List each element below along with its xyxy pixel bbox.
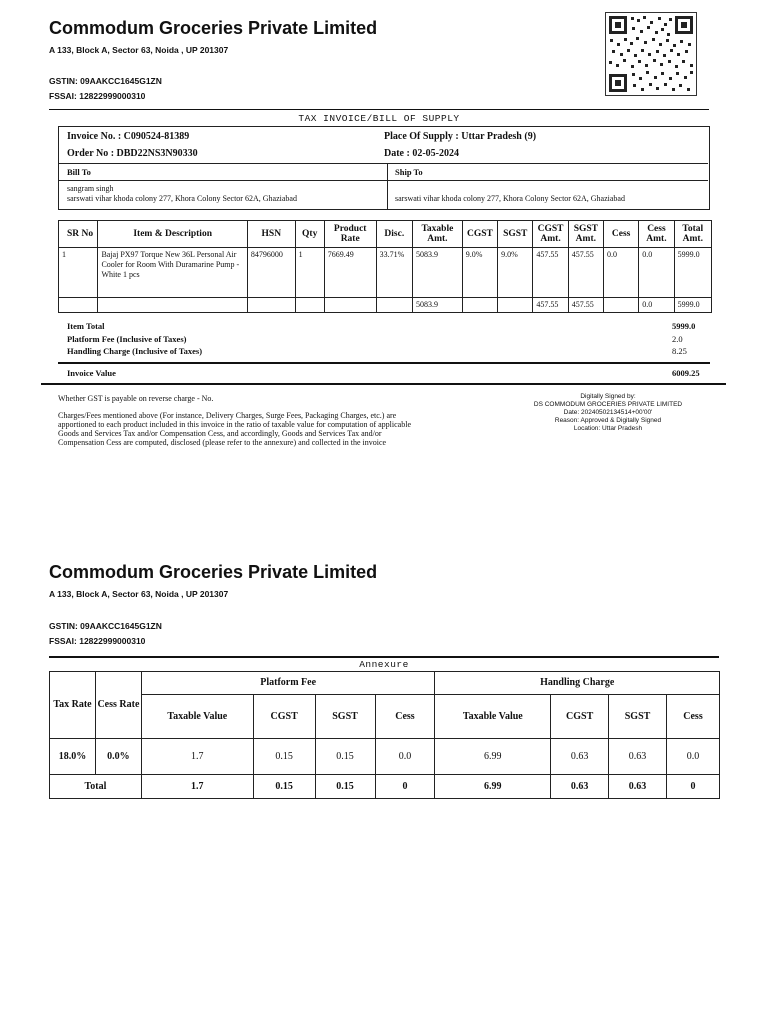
company-name: Commodum Groceries Private Limited xyxy=(49,562,378,582)
total-cgst-amt: 457.55 xyxy=(533,298,568,313)
table-totals-row xyxy=(59,298,712,313)
header-hc-sgst: SGST xyxy=(609,695,667,739)
cell-cgst-amt: 457.55 xyxy=(533,248,568,298)
cell-total: 5999.0 xyxy=(674,248,711,298)
ship-to-address: sarswati vihar khoda colony 277, Khora Colony Sector 62A, Ghaziabad xyxy=(395,194,625,203)
signature-line-1: Digitally Signed by: xyxy=(580,393,636,400)
table-row xyxy=(59,248,712,298)
total-hc-sgst: 0.63 xyxy=(609,775,667,799)
annexure-total-row xyxy=(50,775,720,799)
header-qty: Qty xyxy=(295,221,324,248)
header-pf-cess: Cess xyxy=(375,695,435,739)
handling-charge-label: Handling Charge (Inclusive of Taxes) xyxy=(67,346,203,356)
header-total: Total Amt. xyxy=(674,221,711,248)
divider xyxy=(58,362,710,364)
header-hc-cgst: CGST xyxy=(551,695,609,739)
header-pf-taxable: Taxable Value xyxy=(141,695,253,739)
order-number: Order No : DBD22NS3N90330 xyxy=(67,148,198,159)
header-cess-rate: Cess Rate xyxy=(95,672,141,739)
cell-pf-sgst: 0.15 xyxy=(315,739,375,775)
signature-line-3: Date: 20240502134514+00'00' xyxy=(563,409,653,416)
total-pf-cess: 0 xyxy=(375,775,435,799)
divider xyxy=(49,656,719,658)
header-hc-cess: Cess xyxy=(667,695,720,739)
cell-cess-amt: 0.0 xyxy=(639,248,674,298)
total-pf-cgst: 0.15 xyxy=(253,775,315,799)
reverse-charge-note: Whether GST is payable on reverse charge - No. xyxy=(58,394,214,403)
platform-fee-label: Platform Fee (Inclusive of Taxes) xyxy=(67,334,187,344)
company-address: A 133, Block A, Sector 63, Noida , UP 201307 xyxy=(49,45,229,55)
invoice-date: Date : 02-05-2024 xyxy=(384,148,459,159)
annexure-title: Annexure xyxy=(359,659,409,670)
company-gstin: GSTIN: 09AAKCC1645G1ZN xyxy=(49,76,162,86)
cell-taxable: 5083.9 xyxy=(412,248,462,298)
header-taxable: Taxable Amt. xyxy=(412,221,462,248)
charges-note: Charges/Fees mentioned above (For instance, Delivery Charges, Surge Fees, Packaging Charges, etc.) are apportioned to each product included in this invoice in the ratio of taxable value for computation of applicable Goods and Services Tax and/or Compensation Cess, and accordingly, Goods and Services Tax and/or Compensation Cess are computed, disclosed (please refer to the annexure) and collected in the invoice xyxy=(58,411,411,447)
items-header-row xyxy=(59,221,712,248)
cell-hc-sgst: 0.63 xyxy=(609,739,667,775)
header-cess-amt: Cess Amt. xyxy=(639,221,674,248)
cell-cess: 0.0 xyxy=(603,248,638,298)
signature-line-4: Reason: Approved & Digitally Signed xyxy=(554,417,662,424)
item-total-value: 5999.0 xyxy=(672,321,696,331)
company-gstin: GSTIN: 09AAKCC1645G1ZN xyxy=(49,621,162,631)
header-sr: SR No xyxy=(59,221,98,248)
handling-charge-value: 8.25 xyxy=(672,346,687,356)
qr-code xyxy=(605,12,697,96)
place-of-supply: Place Of Supply : Uttar Pradesh (9) xyxy=(384,131,537,142)
header-rate: Product Rate xyxy=(324,221,376,248)
header-pf-sgst: SGST xyxy=(315,695,375,739)
cell-tax-rate: 18.0% xyxy=(50,739,96,775)
cell-hc-cgst: 0.63 xyxy=(551,739,609,775)
header-item: Item & Description xyxy=(98,221,247,248)
cell-pf-cgst: 0.15 xyxy=(253,739,315,775)
ship-to-label: Ship To xyxy=(395,167,423,177)
table-row xyxy=(50,739,720,775)
total-sgst-amt: 457.55 xyxy=(568,298,603,313)
header-cess: Cess xyxy=(603,221,638,248)
total-label: Total xyxy=(50,775,142,799)
cell-hc-taxable: 6.99 xyxy=(435,739,551,775)
items-table xyxy=(58,220,712,313)
signature-line-5: Location: Uttar Pradesh xyxy=(573,425,643,432)
platform-fee-value: 2.0 xyxy=(672,334,683,344)
cell-cgst: 9.0% xyxy=(462,248,497,298)
total-taxable: 5083.9 xyxy=(412,298,462,313)
divider xyxy=(49,109,709,110)
bill-to-address: sarswati vihar khoda colony 277, Khora Colony Sector 62A, Ghaziabad xyxy=(67,194,297,203)
cell-sgst-amt: 457.55 xyxy=(568,248,603,298)
header-hc-taxable: Taxable Value xyxy=(435,695,551,739)
header-pf-cgst: CGST xyxy=(253,695,315,739)
company-address: A 133, Block A, Sector 63, Noida , UP 201307 xyxy=(49,589,229,599)
bill-to-label: Bill To xyxy=(67,167,91,177)
cell-hsn: 84796000 xyxy=(247,248,295,298)
invoice-value-label: Invoice Value xyxy=(67,368,116,378)
digital-signature xyxy=(508,393,708,433)
total-hc-cgst: 0.63 xyxy=(551,775,609,799)
header-handling-charge: Handling Charge xyxy=(435,672,720,695)
invoice-value: 6009.25 xyxy=(672,368,700,378)
cell-pf-taxable: 1.7 xyxy=(141,739,253,775)
item-total-label: Item Total xyxy=(67,321,105,331)
cell-hc-cess: 0.0 xyxy=(667,739,720,775)
total-pf-sgst: 0.15 xyxy=(315,775,375,799)
cell-item: Bajaj PX97 Torque New 36L Personal Air Cooler for Room With Duramarine Pump - White 1 pcs xyxy=(98,248,247,298)
cell-pf-cess: 0.0 xyxy=(375,739,435,775)
company-fssai: FSSAI: 12822999000310 xyxy=(49,636,146,646)
cell-qty: 1 xyxy=(295,248,324,298)
company-fssai: FSSAI: 12822999000310 xyxy=(49,91,146,101)
bill-to-name: sangram singh xyxy=(67,184,114,193)
signature-line-2: DS COMMODUM GROCERIES PRIVATE LIMITED xyxy=(533,401,683,408)
header-disc: Disc. xyxy=(376,221,412,248)
divider xyxy=(41,383,726,385)
header-platform-fee: Platform Fee xyxy=(141,672,435,695)
cell-sgst: 9.0% xyxy=(498,248,533,298)
cell-cess-rate: 0.0% xyxy=(95,739,141,775)
header-tax-rate: Tax Rate xyxy=(50,672,96,739)
header-hsn: HSN xyxy=(247,221,295,248)
invoice-info-box xyxy=(58,126,710,210)
total-amount: 5999.0 xyxy=(674,298,711,313)
company-name: Commodum Groceries Private Limited xyxy=(49,18,378,38)
total-cess-amt: 0.0 xyxy=(639,298,674,313)
invoice-number: Invoice No. : C090524-81389 xyxy=(67,131,190,142)
cell-disc: 33.71% xyxy=(376,248,412,298)
cell-sr: 1 xyxy=(59,248,98,298)
total-hc-cess: 0 xyxy=(667,775,720,799)
header-cgst-amt: CGST Amt. xyxy=(533,221,568,248)
header-cgst: CGST xyxy=(462,221,497,248)
document-title: TAX INVOICE/BILL OF SUPPLY xyxy=(298,113,460,124)
header-sgst: SGST xyxy=(498,221,533,248)
annexure-table xyxy=(49,671,720,799)
header-sgst-amt: SGST Amt. xyxy=(568,221,603,248)
total-pf-taxable: 1.7 xyxy=(141,775,253,799)
total-hc-taxable: 6.99 xyxy=(435,775,551,799)
cell-rate: 7669.49 xyxy=(324,248,376,298)
